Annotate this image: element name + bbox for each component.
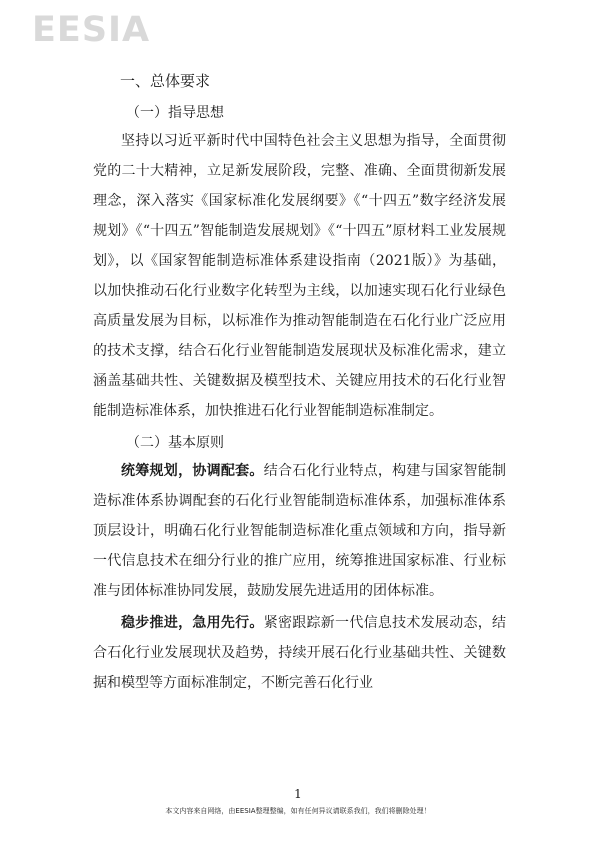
paragraph-principle-1 [93, 456, 506, 606]
principle-1-lead: 统筹规划，协调配套。 [121, 463, 264, 479]
document-body [93, 70, 506, 698]
page-number: 1 [294, 787, 302, 801]
footer-notice: 本文内容来自网络，由EESIA整理整编，如有任何异议请联系我们，我们将删除处理！ [165, 807, 431, 815]
subsection-title-principles: （二）基本原则 [126, 435, 224, 451]
paragraph-guiding-thought: 坚持以习近平新时代中国特色社会主义思想为指导，全面贯彻党的二十大精神，立足新发展阶段，完整、准确、全面贯彻新发展理念，深入落实《国家标准化发展纲要》《“十四五”数字经济发展规划》《“十四五”智能制造发展规划》《“十四五”原材料工业发展规划》，以《国家智能制造标准体系建设指南（2021版）》为基础，以加快推动石化行业数字化转型为主线，以加速实现石化行业绿色高质量发展为目标，以标准作为推动智能制造在石化行业广泛应用的技术支撑，结合石化行业智能制造发展现状及标准化需求，建立涵盖基础共性、关键数据及模型技术、关键应用技术的石化行业智能制造标准体系，加快推进石化行业智能制造标准制定。 [93, 133, 506, 419]
watermark-logo: EESIA [32, 10, 151, 50]
paragraph-principle-2 [93, 608, 506, 698]
subsection-title-guiding: （一）指导思想 [126, 105, 224, 121]
section-title: 一、总体要求 [120, 72, 211, 90]
principle-2-body: 紧密跟踪新一代信息技术发展动态，结合石化行业发展现状及趋势，持续开展石化行业基础共性、关键数据和模型等方面标准制定，不断完善石化行业 [93, 615, 507, 691]
principle-1-body: 结合石化行业特点，构建与国家智能制造标准体系协调配套的石化行业智能制造标准体系，加强标准体系顶层设计，明确石化行业智能制造标准化重点领域和方向，指导新一代信息技术在细分行业的推广应用，统筹推进国家标准、行业标准与团体标准协同发展，鼓励发展先进适用的团体标准。 [93, 463, 507, 599]
principle-2-lead: 稳步推进，急用先行。 [121, 615, 264, 631]
